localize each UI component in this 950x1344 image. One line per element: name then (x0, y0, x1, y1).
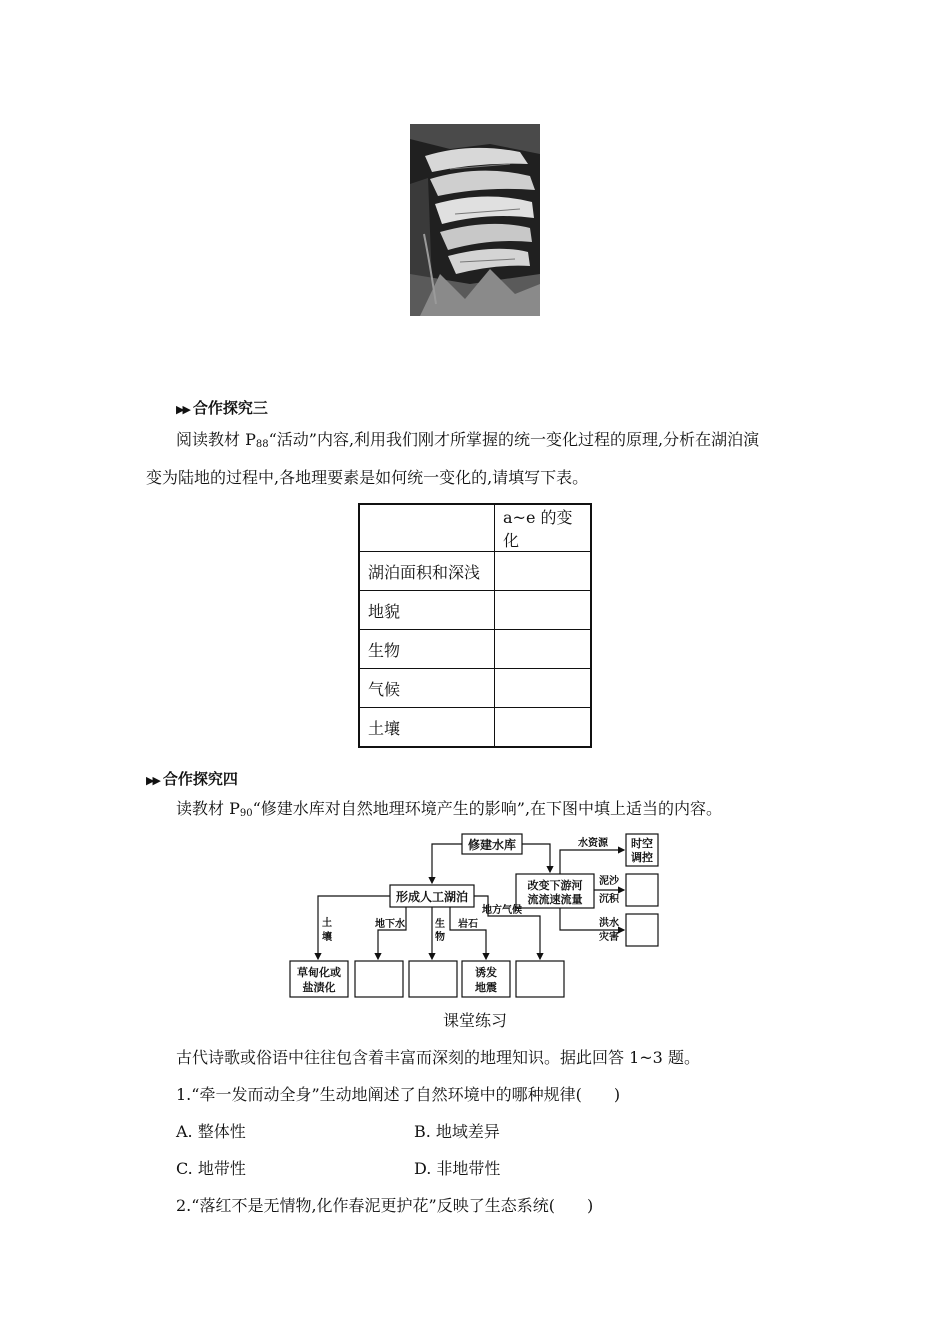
question-2: 2.“落红不是无情物,化作春泥更护花”反映了生态系统( ) (176, 1196, 594, 1215)
diagram-sediment-line1: 泥沙 (599, 876, 619, 887)
diagram-quake-box-line2: 地震 (475, 981, 497, 994)
question-1: 1.“牵一发而动全身”生动地阐述了自然环境中的哪种规律( ) (176, 1085, 621, 1104)
diagram-bio-branch-2: 物 (435, 932, 445, 943)
diagram-left-box-text: 形成人工湖泊 (395, 890, 469, 904)
table-answer-cell[interactable] (495, 669, 592, 708)
diagram-soil-box-line1: 草甸化或 (297, 966, 341, 979)
diagram-rock-branch: 岩石 (458, 919, 478, 930)
table-answer-cell[interactable] (495, 552, 592, 591)
table-header-row (359, 504, 591, 552)
section3-paragraph-line1 (176, 432, 759, 450)
table-row-label: 气候 (359, 669, 495, 708)
table-row (359, 630, 591, 669)
activity-table (358, 503, 592, 748)
table-row-label: 土壤 (359, 708, 495, 748)
practice-title: 课堂练习 (442, 1011, 507, 1030)
terraced-landscape-image (410, 124, 540, 316)
table-header-change: a~e 的变化 (495, 504, 592, 552)
table-answer-cell[interactable] (495, 708, 592, 748)
page-number-sub: 88 (255, 439, 269, 450)
table-row (359, 591, 591, 630)
diagram-out1-line1: 时空 (631, 837, 653, 850)
section4-text-b: “修建水库对自然地理环境产生的影响”,在下图中填上适当的内容。 (252, 799, 723, 818)
box-groundwater-answer (355, 961, 403, 997)
section4-title (146, 768, 238, 789)
table-answer-cell[interactable] (495, 591, 592, 630)
diagram-bio-branch-1: 生 (435, 919, 445, 930)
section3-text-b: “活动”内容,利用我们刚才所掌握的统一变化过程的原理,分析在湖泊演 (268, 430, 760, 449)
diagram-soil-branch-1: 土 (322, 918, 332, 929)
section3-paragraph-line2: 变为陆地的过程中,各地理要素是如何统一变化的,请填写下表。 (146, 468, 589, 487)
section3-title-text: 合作探究三 (192, 399, 268, 417)
diagram-flood-line1: 洪水 (599, 918, 619, 929)
table-header-blank (359, 504, 495, 552)
box-sediment-answer (626, 874, 658, 906)
double-arrow-icon: ▶▶ (176, 403, 189, 416)
diagram-svg (288, 830, 663, 1002)
diagram-groundwater-branch: 地下水 (375, 919, 405, 930)
diagram-top-box-text: 修建水库 (467, 838, 517, 852)
diagram-water-resource-label: 水资源 (578, 838, 608, 849)
reservoir-impact-diagram (288, 830, 663, 1002)
diagram-right-box-line2: 流流速流量 (527, 893, 583, 906)
table-row (359, 669, 591, 708)
q1-option-b[interactable]: B. 地域差异 (414, 1122, 500, 1141)
box-biology-answer (409, 961, 457, 997)
table-row-label: 湖泊面积和深浅 (359, 552, 495, 591)
section4-text-a: 读教材 P (176, 799, 240, 818)
section4-paragraph (176, 801, 722, 819)
diagram-soil-box-line2: 盐渍化 (302, 981, 336, 994)
table-answer-cell[interactable] (495, 630, 592, 669)
practice-intro: 古代诗歌或俗语中往往包含着丰富而深刻的地理知识。据此回答 1~3 题。 (176, 1048, 700, 1067)
section4-title-text: 合作探究四 (162, 770, 238, 788)
table-row (359, 552, 591, 591)
table-row-label: 生物 (359, 630, 495, 669)
table-row (359, 708, 591, 748)
q1-option-a[interactable]: A. 整体性 (176, 1122, 246, 1141)
diagram-sediment-line2: 沉积 (599, 894, 619, 905)
section3-text-a: 阅读教材 P (176, 430, 256, 449)
double-arrow-icon: ▶▶ (146, 774, 159, 787)
box-climate-answer (516, 961, 564, 997)
diagram-out1-line2: 调控 (631, 851, 653, 864)
box-flood-answer (626, 914, 658, 946)
diagram-soil-branch-2: 壤 (322, 932, 332, 943)
table-row-label: 地貌 (359, 591, 495, 630)
q1-option-c[interactable]: C. 地带性 (176, 1159, 246, 1178)
diagram-quake-box-line1: 诱发 (475, 966, 497, 979)
terraced-landscape-photo (410, 124, 540, 316)
diagram-climate-branch: 地方气候 (482, 905, 522, 916)
diagram-flood-line2: 灾害 (599, 932, 619, 943)
section3-title (176, 397, 268, 418)
diagram-right-box-line1: 改变下游河 (527, 879, 583, 892)
q1-option-d[interactable]: D. 非地带性 (414, 1159, 501, 1178)
page-number-sub: 90 (239, 808, 253, 819)
